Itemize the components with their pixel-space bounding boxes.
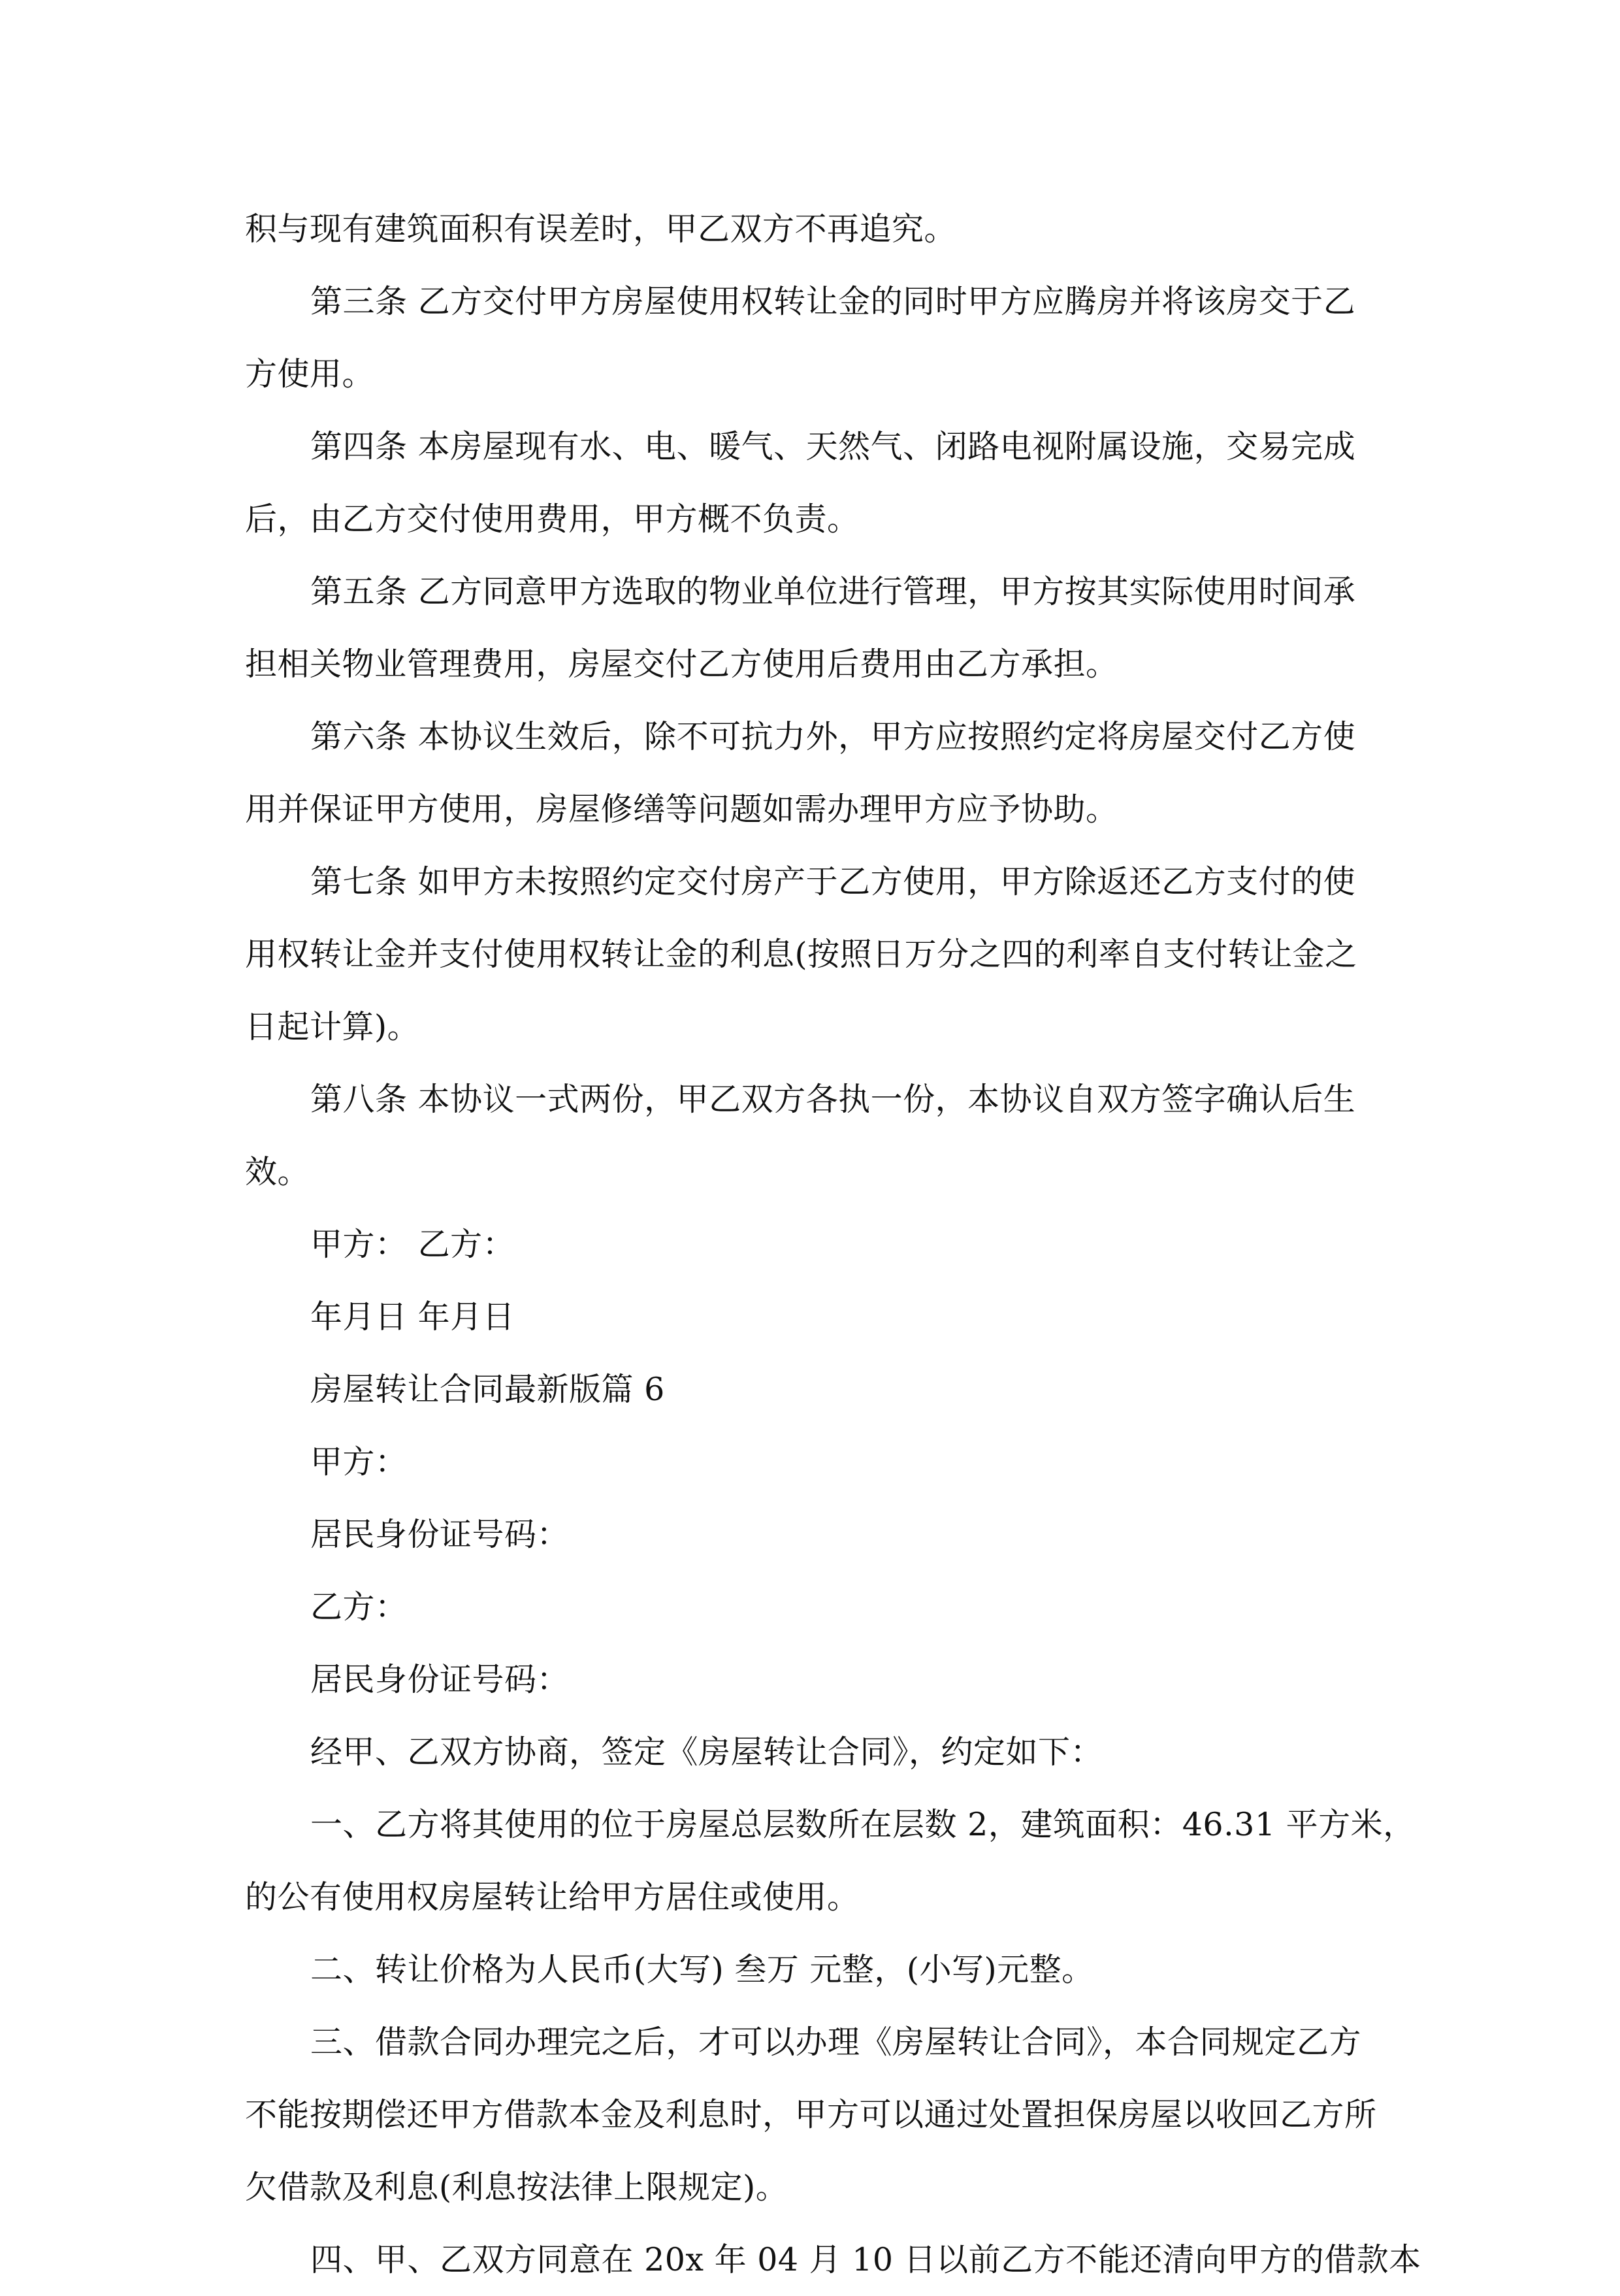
text-line: 第三条 乙方交付甲方房屋使用权转让金的同时甲方应腾房并将该房交于乙: [310, 283, 1356, 320]
text-line: 效。: [245, 1153, 310, 1190]
text-line: 方使用。: [245, 355, 375, 393]
text-line: 三、借款合同办理完之后，才可以办理《房屋转让合同》，本合同规定乙方: [310, 2024, 1362, 2061]
text-line: 欠借款及利息(利息按法律上限规定)。: [245, 2169, 788, 2206]
text-line: 第四条 本房屋现有水、电、暖气、天然气、闭路电视附属设施，交易完成: [310, 428, 1356, 465]
text-line: 第七条 如甲方未按照约定交付房产于乙方使用，甲方除返还乙方支付的使: [310, 863, 1356, 900]
text-line: 积与现有建筑面积有误差时，甲乙双方不再追究。: [245, 210, 957, 248]
text-line: 用权转让金并支付使用权转让金的利息(按照日万分之四的利率自支付转让金之: [245, 936, 1357, 973]
text-line: 乙方：: [310, 1588, 408, 1626]
text-line: 第八条 本协议一式两份，甲乙双方各执一份，本协议自双方签字确认后生: [310, 1081, 1356, 1118]
text-line: 后，由乙方交付使用费用，甲方概不负责。: [245, 500, 860, 538]
document-body: [245, 193, 1421, 2296]
text-line: 甲方：: [310, 1443, 408, 1481]
text-line: 日起计算)。: [245, 1008, 420, 1045]
text-line: 担相关物业管理费用，房屋交付乙方使用后费用由乙方承担。: [245, 646, 1118, 683]
text-line: 甲方： 乙方：: [310, 1226, 515, 1263]
text-line: 不能按期偿还甲方借款本金及利息时，甲方可以通过处置担保房屋以收回乙方所: [245, 2096, 1377, 2133]
text-line: 的公有使用权房屋转让给甲方居住或使用。: [245, 1878, 860, 1916]
text-line: 用并保证甲方使用，房屋修缮等问题如需办理甲方应予协助。: [245, 791, 1118, 828]
text-line: 一、乙方将其使用的位于房屋总层数所在层数 2，建筑面积：46.31 平方米，: [310, 1806, 1416, 1843]
text-line: 四、甲、乙双方同意在 20x 年 04 月 10 日以前乙方不能还清向甲方的借款本: [310, 2241, 1421, 2278]
text-line: 第五条 乙方同意甲方选取的物业单位进行管理，甲方按其实际使用时间承: [310, 573, 1356, 610]
text-line: 二、转让价格为人民币(大写) 叁万 元整，(小写)元整。: [310, 1951, 1094, 1988]
text-line: 房屋转让合同最新版篇 6: [310, 1371, 665, 1408]
text-line: 经甲、乙双方协商，签定《房屋转让合同》，约定如下：: [310, 1733, 1103, 1771]
text-line: 居民身份证号码：: [310, 1516, 570, 1553]
text-line: 年月日 年月日: [310, 1298, 515, 1336]
text-line: 第六条 本协议生效后，除不可抗力外，甲方应按照约定将房屋交付乙方使: [310, 718, 1356, 755]
text-line: 居民身份证号码：: [310, 1661, 570, 1698]
